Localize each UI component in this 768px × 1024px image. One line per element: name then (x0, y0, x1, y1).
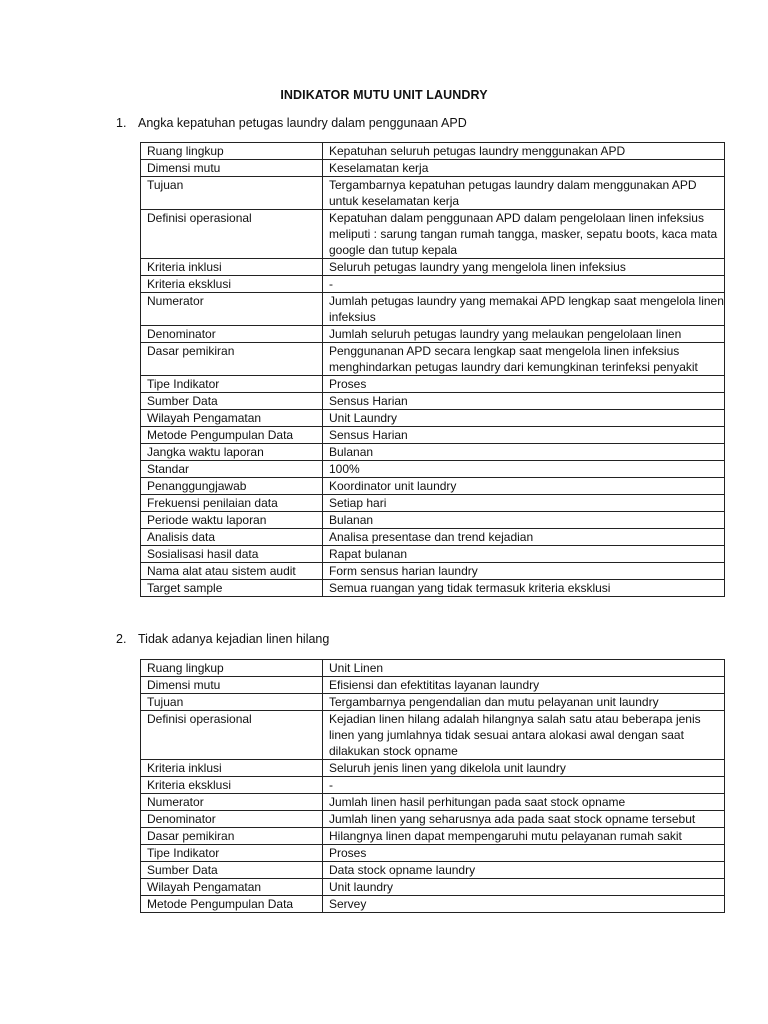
table-row (141, 879, 725, 896)
row-label: Numerator (141, 293, 323, 326)
row-value: Sensus Harian (323, 393, 725, 410)
table-row (141, 794, 725, 811)
row-value: Semua ruangan yang tidak termasuk kriteria eksklusi (323, 580, 725, 597)
row-label: Denominator (141, 326, 323, 343)
table-row (141, 326, 725, 343)
row-value: Jumlah linen hasil perhitungan pada saat stock opname (323, 794, 725, 811)
section-title: Angka kepatuhan petugas laundry dalam penggunaan APD (138, 116, 467, 130)
row-value: Kepatuhan dalam penggunaan APD dalam pengelolaan linen infeksius meliputi : sarung tangan rumah tangga, masker, sepatu boots, kaca mata google dan tutup kepala (323, 210, 725, 259)
table-row (141, 711, 725, 760)
row-value: - (323, 276, 725, 293)
row-label: Nama alat atau sistem audit (141, 563, 323, 580)
table-row (141, 393, 725, 410)
row-label: Tipe Indikator (141, 845, 323, 862)
row-value: Kejadian linen hilang adalah hilangnya salah satu atau beberapa jenis linen yang jumlahnya tidak sesuai antara alokasi awal dengan saat dilakukan stock opname (323, 711, 725, 760)
table-row (141, 444, 725, 461)
row-label: Periode waktu laporan (141, 512, 323, 529)
row-label: Ruang lingkup (141, 143, 323, 160)
table-row (141, 276, 725, 293)
table-row (141, 563, 725, 580)
row-value: - (323, 777, 725, 794)
row-label: Sosialisasi hasil data (141, 546, 323, 563)
row-label: Sumber Data (141, 862, 323, 879)
row-label: Ruang lingkup (141, 660, 323, 677)
table-row (141, 811, 725, 828)
row-value: Keselamatan kerja (323, 160, 725, 177)
table-row (141, 828, 725, 845)
row-label: Analisis data (141, 529, 323, 546)
row-label: Denominator (141, 811, 323, 828)
table-row (141, 862, 725, 879)
row-label: Wilayah Pengamatan (141, 879, 323, 896)
table-row (141, 777, 725, 794)
row-value: Analisa presentase dan trend kejadian (323, 529, 725, 546)
table-row (141, 160, 725, 177)
row-label: Penanggungjawab (141, 478, 323, 495)
row-label: Kriteria inklusi (141, 259, 323, 276)
table-row (141, 760, 725, 777)
table-row (141, 427, 725, 444)
row-value: Proses (323, 376, 725, 393)
row-label: Dimensi mutu (141, 677, 323, 694)
row-label: Dimensi mutu (141, 160, 323, 177)
row-label: Target sample (141, 580, 323, 597)
table-row (141, 495, 725, 512)
row-value: Setiap hari (323, 495, 725, 512)
table-row (141, 677, 725, 694)
row-value: 100% (323, 461, 725, 478)
table-row (141, 293, 725, 326)
row-value: Unit Linen (323, 660, 725, 677)
table-row (141, 694, 725, 711)
table-row (141, 896, 725, 913)
table-row (141, 410, 725, 427)
row-value: Seluruh jenis linen yang dikelola unit laundry (323, 760, 725, 777)
row-value: Bulanan (323, 444, 725, 461)
section-heading-1 (116, 116, 467, 130)
row-label: Definisi operasional (141, 210, 323, 259)
row-value: Bulanan (323, 512, 725, 529)
row-label: Dasar pemikiran (141, 828, 323, 845)
table-row (141, 546, 725, 563)
row-label: Wilayah Pengamatan (141, 410, 323, 427)
row-label: Numerator (141, 794, 323, 811)
row-label: Dasar pemikiran (141, 343, 323, 376)
row-value: Jumlah linen yang seharusnya ada pada saat stock opname tersebut (323, 811, 725, 828)
section-number: 2. (116, 632, 127, 646)
table-row (141, 210, 725, 259)
row-value: Seluruh petugas laundry yang mengelola linen infeksius (323, 259, 725, 276)
row-label: Standar (141, 461, 323, 478)
row-value: Koordinator unit laundry (323, 478, 725, 495)
indicator-table-2 (140, 659, 725, 913)
row-label: Jangka waktu laporan (141, 444, 323, 461)
row-value: Tergambarnya kepatuhan petugas laundry dalam menggunakan APD untuk keselamatan kerja (323, 177, 725, 210)
table-row (141, 461, 725, 478)
row-value: Proses (323, 845, 725, 862)
row-value: Kepatuhan seluruh petugas laundry menggunakan APD (323, 143, 725, 160)
row-label: Tujuan (141, 177, 323, 210)
section-heading-2 (116, 632, 329, 646)
table-row (141, 529, 725, 546)
table-row (141, 512, 725, 529)
table-row (141, 660, 725, 677)
table-row (141, 343, 725, 376)
row-value: Tergambarnya pengendalian dan mutu pelayanan unit laundry (323, 694, 725, 711)
table-row (141, 259, 725, 276)
row-value: Efisiensi dan efektititas layanan laundry (323, 677, 725, 694)
row-value: Servey (323, 896, 725, 913)
row-value: Jumlah seluruh petugas laundry yang melaukan pengelolaan linen (323, 326, 725, 343)
row-value: Hilangnya linen dapat mempengaruhi mutu pelayanan rumah sakit (323, 828, 725, 845)
row-value: Unit laundry (323, 879, 725, 896)
table-row (141, 376, 725, 393)
row-label: Kriteria eksklusi (141, 777, 323, 794)
row-label: Frekuensi penilaian data (141, 495, 323, 512)
row-label: Definisi operasional (141, 711, 323, 760)
page-title: INDIKATOR MUTU UNIT LAUNDRY (280, 88, 488, 102)
row-label: Metode Pengumpulan Data (141, 427, 323, 444)
row-value: Form sensus harian laundry (323, 563, 725, 580)
row-label: Kriteria eksklusi (141, 276, 323, 293)
section-number: 1. (116, 116, 127, 130)
row-label: Metode Pengumpulan Data (141, 896, 323, 913)
row-value: Penggunanan APD secara lengkap saat mengelola linen infeksius menghindarkan petugas laundry dari kemungkinan terinfeksi penyakit (323, 343, 725, 376)
table-row (141, 143, 725, 160)
table-row (141, 478, 725, 495)
row-value: Unit Laundry (323, 410, 725, 427)
row-value: Rapat bulanan (323, 546, 725, 563)
row-label: Kriteria inklusi (141, 760, 323, 777)
row-label: Tujuan (141, 694, 323, 711)
table-row (141, 580, 725, 597)
row-label: Tipe Indikator (141, 376, 323, 393)
row-value: Jumlah petugas laundry yang memakai APD lengkap saat mengelola linen infeksius (323, 293, 725, 326)
row-value: Data stock opname laundry (323, 862, 725, 879)
table-row (141, 845, 725, 862)
table-row (141, 177, 725, 210)
row-value: Sensus Harian (323, 427, 725, 444)
row-label: Sumber Data (141, 393, 323, 410)
section-title: Tidak adanya kejadian linen hilang (138, 632, 330, 646)
indicator-table-1 (140, 142, 725, 597)
